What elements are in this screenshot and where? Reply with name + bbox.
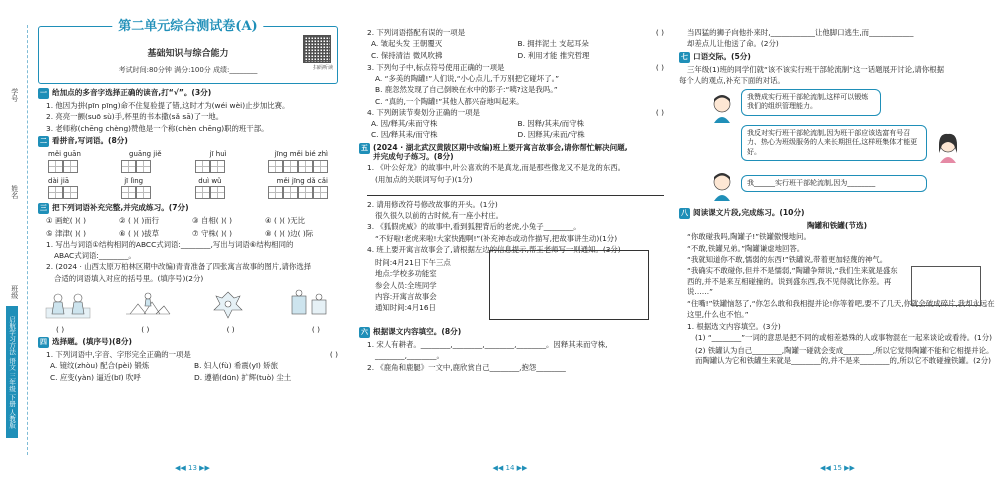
s4-q1-options: [38, 361, 338, 382]
page-number: ◀◀ 15 ▶▶: [820, 464, 855, 473]
s6-l3: 2. 《鹿角和鹿腿》一文中,鹿欣赏自己________,抱怨________: [367, 362, 566, 372]
idiom-item[interactable]: ④ ( )( )无比: [265, 216, 305, 226]
section-number: 七: [681, 52, 688, 61]
q3-option-b[interactable]: B. 鹿忽然发现了自己倒映在水中的影子:“咦?这是我吗。”: [375, 85, 558, 95]
s5-l6: “不好啦!老虎来啦!大家快跑啊!”(补充神态或动作描写,把故事讲生动)(1分): [375, 233, 618, 243]
fable-picture-2: [124, 288, 172, 320]
section-1-heading: [38, 88, 338, 99]
pinyin: měi guān: [48, 149, 81, 158]
page-13-content: [38, 19, 338, 385]
top-line-2: 却差点儿让他送了命。(2分): [687, 39, 779, 49]
page-14: [345, 0, 675, 479]
notice-info: 参会人员:全班同学: [375, 280, 437, 290]
passage-paragraph: “不敢,铁罐兄弟。”陶罐谦虚地回答。: [687, 243, 805, 253]
section-number: 八: [681, 209, 688, 217]
pinyin-row-2: [38, 177, 338, 186]
pinyin: jīng měi bié zhì: [274, 149, 328, 158]
section-text: 看拼音,写词语。(8分): [52, 135, 128, 145]
notice-info: 地点:学校多功能室: [375, 269, 437, 279]
passage-paragraph: “我就知道你不敢,懦弱的东西!”铁罐说,带着更加轻蔑的神气。: [687, 254, 888, 264]
margin-label-class: 班级: [10, 285, 19, 299]
notice-writing-box[interactable]: [489, 250, 649, 320]
section-number: 五: [361, 143, 368, 152]
writing-cells[interactable]: [48, 160, 78, 173]
section-text: [373, 143, 664, 162]
s5-l7: 4. 班上要开寓言故事会了,请根据左边的信息提示,帮王老师写一则通知。(3分): [367, 244, 621, 254]
idiom-fill-grid: [38, 216, 338, 238]
speech-bubble-3[interactable]: 我______实行班干部轮流制,因为________: [741, 175, 927, 192]
s1-line-3: 3. 老师称(chēng chèng)赞他是一个称(chèn chēng)职的班干部。: [46, 123, 269, 133]
test-subtitle: 基础知识与综合能力: [147, 49, 229, 59]
page-number: ◀◀ 14 ▶▶: [492, 464, 528, 473]
section-number: 一: [40, 89, 47, 97]
annotation-box[interactable]: [911, 266, 981, 306]
pinyin: měi jīng dǎ cǎi: [276, 176, 328, 185]
margin-label-id: 学号: [10, 88, 19, 102]
passage-paragraph: “住嘴!”铁罐恼怒了,“你怎么敢和我相提并论!你等着吧,要不了几天,你就会破成碎片,我却永远在这里,什么也不怕。”: [687, 299, 995, 319]
passage-paragraph: “你敢碰我吗,陶罐子!”铁罐傲慢地问。: [687, 232, 811, 242]
writing-grid-row-1: [38, 160, 338, 173]
s5-l5: 3. 《狐假虎威》的故事中,看到狐狸背后的老虎,小兔子________。: [367, 222, 581, 232]
question-text: 4. 下列朗读节奏划分正确的一项是: [367, 107, 480, 117]
option[interactable]: A. 镜纹(zhòu) 配合(pèi) 锻炼: [50, 361, 150, 371]
pinyin: guāng jiě: [129, 149, 162, 158]
passage-paragraph: “我确实不敢碰你,但并不是懦弱,”陶罐争辩说,“我们生来就是盛东西的,并不是来互相碰撞的。说到盛东西,我不见得就比你差。再说……”: [687, 266, 898, 296]
q3: [359, 63, 664, 72]
s1-line-1: 1. 他因为拼(pīn pīng)命不住复验提了错,这时才为(wéi wèi)止步加比赛。: [46, 101, 290, 110]
binding-line: [27, 25, 28, 455]
option[interactable]: C. 因/释其耒/而守株: [371, 130, 438, 140]
fable-picture-4: [284, 288, 332, 320]
girl-avatar-icon: [935, 133, 961, 163]
writing-cells[interactable]: [195, 160, 225, 173]
notice-info-list: [375, 256, 451, 314]
answer-paren[interactable]: ( ): [655, 62, 664, 72]
writing-grid-row-2: [38, 186, 338, 199]
s6-l2: ________,________。: [375, 351, 444, 361]
notice-info: 通知时间:4月16日: [375, 303, 436, 313]
page-14-content: [359, 26, 664, 374]
binding-margin: [0, 0, 30, 479]
qr-label: 扫码听读: [312, 65, 333, 71]
exam-info: 考试时间:80分钟 满分:100分 成绩:________: [118, 66, 258, 75]
reading-passage: [679, 232, 995, 320]
idiom-item[interactable]: ⑤ 津津( )( ): [46, 228, 86, 238]
s5-l2: (用加点的关联词写句子)(1分): [375, 174, 473, 184]
section-text: 根据课文内容填空。(8分): [373, 327, 462, 337]
s5-answer-line-1[interactable]: [367, 186, 664, 196]
fable-picture-answers: [38, 325, 338, 334]
section-text: 给加点的多音字选择正确的读音,打“√”。(3分): [52, 88, 212, 97]
question-text: 1. 下列词语中,字音、字形完全正确的一项是: [46, 350, 191, 359]
s8-q1a: (1) “________”一词的意思是把不同的或相差悬殊的人或事物混在一起来谈论或看待。(1分): [695, 333, 993, 343]
picture-answer[interactable]: ( ): [226, 324, 235, 334]
boy-avatar-icon: [709, 93, 735, 123]
option[interactable]: D. 因释其/耒而/守株: [517, 130, 585, 140]
section-number: 六: [361, 328, 368, 337]
fable-pictures: [38, 286, 338, 322]
writing-cells[interactable]: [195, 186, 225, 199]
writing-cells[interactable]: [121, 160, 151, 173]
section-text: 把下列词语补充完整,并完成练习。(7分): [52, 203, 189, 213]
q2-options: [359, 39, 664, 60]
writing-cells[interactable]: [268, 160, 328, 173]
s3-q2-a: 2. (2024 · 山西太原万柏林区期中改编)青青准备了四张寓言故事的图片,请你选择: [46, 262, 312, 272]
section-3-heading: [38, 203, 338, 214]
question-text: 2. 下列词语搭配有误的一项是: [367, 28, 466, 37]
book-series-bar: 启航学习方法 语文 三年级 下册 人教版: [6, 306, 18, 438]
section-number: 三: [40, 204, 47, 213]
speech-bubble-1: 我赞成实行班干部轮流制,这样可以锻炼我们的组织管理能力。: [741, 89, 881, 116]
s3-q2-b: 合适的词语填入对应的括号里。(填序号)(2分): [54, 273, 204, 283]
q4: [359, 108, 664, 117]
speech-bubble-2: 我反对实行班干部轮流制,因为班干部应该选富有号召力、热心为班级服务的人来长期担任,这样班集体才能更好。: [741, 125, 927, 161]
s6-l1: 1. 宋人有耕者。________,________,________,________。因释其耒而守株,: [367, 340, 608, 350]
section-text-line-1: (2024 · 湖北武汉黄陂区期中改编)班上要开寓言故事会,请你帮忙解决问题,: [373, 142, 628, 152]
s5-l4: 很久很久以前的古时候,有一座小村庄。: [375, 211, 503, 221]
s7-l2: 每个人的观点,补充下面的对话。: [679, 75, 785, 85]
s5-l1: 1. 《叶公好龙》的故事中,叶公喜欢的不是真龙,而是那些像龙又不是龙的东西。: [367, 163, 625, 173]
section-number: 四: [40, 338, 47, 346]
writing-cells[interactable]: [268, 186, 328, 199]
picture-answer[interactable]: ( ): [141, 324, 150, 334]
s3-q1-b: ABAC式词语:________。: [54, 251, 136, 260]
section-number: 二: [40, 136, 47, 145]
qr-code-icon[interactable]: [303, 35, 331, 63]
s5-l3: 2. 请用修改符号修改故事的开头。(1分): [367, 199, 498, 209]
writing-cells[interactable]: [48, 186, 78, 199]
pinyin: jī huì: [209, 149, 227, 158]
boy-avatar-icon: [709, 171, 735, 201]
pinyin: jī lìng: [124, 176, 144, 185]
section-text: 阅读课文片段,完成练习。(10分): [693, 208, 805, 217]
answer-paren[interactable]: ( ): [329, 350, 338, 359]
q3-option-a[interactable]: A. “多美的陶罐!”人们说,“小心点儿,千万别把它碰坏了。”: [375, 74, 560, 83]
s1-line-2: 2. 亮亮一颤(suō sù)手,杯里的书本撒(sǎ sā)了一地。: [46, 112, 224, 122]
option[interactable]: D. 利用才能 推究哲理: [517, 50, 590, 60]
idiom-item[interactable]: ③ 自相( )( ): [192, 216, 232, 226]
notice-area: [359, 256, 664, 324]
option[interactable]: A. 因/释其/耒而守株: [371, 119, 438, 128]
picture-answer[interactable]: ( ): [311, 324, 320, 334]
question-text: 3. 下列句子中,标点符号使用正确的一项是: [367, 62, 505, 72]
page-number: ◀◀ 13 ▶▶: [175, 464, 210, 473]
s4-q1: [38, 350, 338, 359]
pinyin-row-1: [38, 150, 338, 159]
section-8-heading: [679, 208, 995, 219]
idiom-item[interactable]: ⑥ ( )( )拔草: [119, 228, 159, 238]
option[interactable]: C. 保持清洁 微风吹拂: [371, 50, 443, 60]
notice-info: 内容:开寓言故事会: [375, 291, 437, 301]
page-15-content: [679, 26, 995, 368]
pinyin: dài jiā: [48, 176, 70, 185]
q2: [359, 28, 664, 37]
answer-paren[interactable]: ( ): [655, 107, 664, 117]
section-text: 选择题。(填序号)(8分): [52, 337, 132, 346]
page-15: [675, 0, 1000, 479]
s8-q1: 1. 根据选文内容填空。(3分): [687, 322, 781, 332]
page-13: [0, 0, 345, 479]
idiom-item[interactable]: ⑦ 守株( )( ): [192, 228, 232, 238]
section-text-line-2: 并完成句子练习。(8分): [373, 151, 454, 161]
option[interactable]: B. 因释/其耒/而守株: [517, 119, 584, 128]
q3-option-c[interactable]: C. “真的,一个陶罐!”其他人都兴奋地叫起来。: [375, 96, 524, 106]
section-2-heading: [38, 136, 338, 147]
option[interactable]: B. 妇人(fù) 希震(yī) 矫旅: [194, 361, 279, 371]
section-4-heading: [38, 337, 338, 348]
reading-title: 陶罐和铁罐(节选): [806, 221, 868, 230]
pinyin: duì wǔ: [198, 176, 222, 185]
idiom-item[interactable]: ⑧ ( )( )边( )际: [265, 228, 314, 238]
option[interactable]: A. 皱起头发 王朝覆灭: [371, 39, 443, 49]
q4-options: [359, 119, 664, 140]
option[interactable]: C. 应变(yàn) 逼近(bī) 吹呼: [50, 372, 141, 382]
idiom-item[interactable]: ② ( )( )而行: [119, 216, 159, 226]
option[interactable]: D. 遵循(dūn) 扩辉(tuò) 尘土: [194, 372, 292, 382]
section-text: 口语交际。(5分): [693, 51, 751, 61]
s8-q1b: (2) 铁罐认为自己________,陶罐一碰就会变成________,所以它觉得陶罐不能和它相提并论。而陶罐认为它和铁罐生来就是________的,并不是来________的,所以它不敢碰撞铁罐。(2分): [695, 345, 994, 365]
dialogue-area: [679, 87, 995, 205]
option[interactable]: B. 拥拌泥土 支起耳朵: [517, 39, 589, 49]
section-6-heading: [359, 327, 664, 338]
s7-l1: 三年级(1)班的同学们就“该不该实行班干部轮流制”这一话题展开讨论,请你根据: [687, 64, 944, 74]
top-line-1: 当四猛的狮子向他扑来时,____________让他脚口逃生,而____________: [687, 28, 914, 37]
picture-answer[interactable]: ( ): [56, 324, 65, 334]
answer-paren[interactable]: ( ): [655, 28, 664, 37]
fable-picture-3: [204, 288, 252, 320]
section-7-heading: [679, 52, 995, 63]
writing-cells[interactable]: [121, 186, 151, 199]
s3-q1-a: 1. 写出与词语①结构相同的ABCC式词语:________,写出与词语⑥结构相同的: [46, 239, 294, 249]
idiom-item[interactable]: ① 画蛇( )( ): [46, 216, 86, 226]
test-title: 第二单元综合测试卷(A): [112, 19, 263, 35]
fable-picture-1: [44, 288, 92, 320]
test-title-box: [38, 19, 338, 84]
notice-info: 时间:4月21日下午三点: [375, 258, 451, 268]
section-5-heading: [359, 143, 664, 162]
margin-label-name: 姓名: [10, 185, 19, 199]
